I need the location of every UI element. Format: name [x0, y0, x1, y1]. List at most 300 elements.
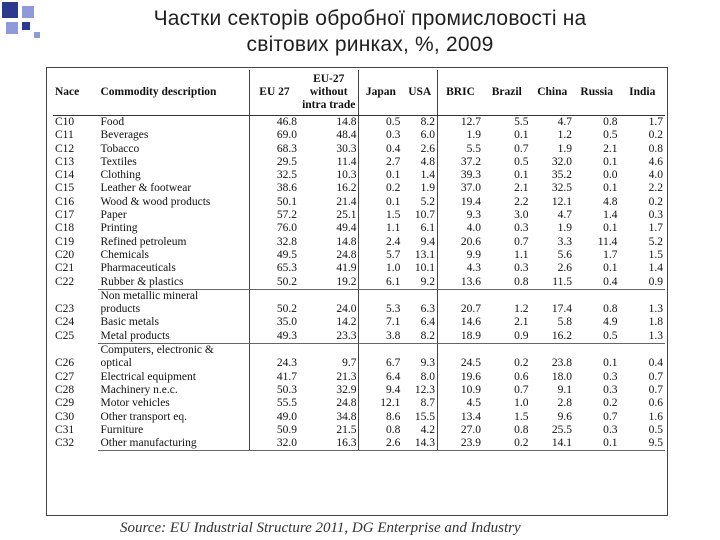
row-value-cell: 8.2 [420, 116, 436, 128]
row-value-cell: 1.1 [359, 222, 402, 235]
row-value-cell: 0.7 [648, 383, 663, 396]
header-commodity-description: Commodity description [98, 70, 249, 116]
row-value-cell: 0.0 [603, 169, 618, 182]
row-value-cell: 4.7 [557, 209, 572, 222]
table-row [53, 371, 665, 384]
row-nace-code: C24 [55, 316, 75, 329]
row-value-cell: 6.1 [420, 222, 436, 235]
row-value-cell: 0.8 [483, 276, 531, 290]
row-value-cell: 21.4 [336, 195, 357, 208]
row-value-cell: 39.3 [438, 169, 483, 182]
row-nace-code: C26 [55, 357, 75, 370]
row-value-cell: 2.1 [514, 182, 529, 195]
row-value-cell: 0.2 [648, 195, 663, 208]
header-eu27-line3: intra trade [302, 99, 356, 111]
table-row [53, 357, 665, 370]
row-nace-code: C12 [55, 142, 75, 155]
row-value-cell: 41.7 [249, 371, 299, 384]
row-value-cell: 2.7 [359, 156, 402, 169]
header-eu27-line1: EU-27 [313, 73, 345, 85]
row-value-cell: 6.4 [420, 316, 436, 329]
row-value-cell: 13.1 [414, 248, 436, 261]
row-value-cell: 24.8 [336, 248, 357, 261]
row-value-cell: 0.1 [359, 169, 402, 182]
header-brazil: Brazil [483, 70, 531, 116]
table-row [53, 411, 665, 424]
row-value-cell: 6.0 [420, 129, 436, 142]
row-value-cell: 5.7 [359, 249, 402, 262]
row-value-cell: 1.7 [603, 248, 618, 261]
header-eu27-without-intra-trade [299, 70, 359, 116]
row-nace-code: C29 [55, 397, 75, 410]
row-value-cell: 24.8 [336, 397, 357, 410]
row-value-cell: 0.7 [514, 142, 529, 155]
header-bric: BRIC [438, 70, 483, 116]
row-value-cell: 4.8 [603, 195, 618, 208]
row-nace-code: C19 [55, 235, 75, 248]
row-value-cell: 1.9 [438, 129, 483, 142]
row-value-cell: 1.5 [648, 248, 663, 261]
row-value-cell: 1.4 [648, 262, 663, 275]
row-value-cell: 37.0 [438, 182, 483, 195]
table-row [53, 116, 665, 130]
row-value-cell: 1.2 [557, 129, 572, 142]
title-line-2: світових ринках, %, 2009 [246, 33, 494, 56]
row-value-cell: 37.2 [438, 156, 483, 169]
row-nace-code: C31 [55, 423, 75, 436]
row-value-cell: 2.6 [557, 262, 572, 275]
row-value-cell: 2.6 [359, 437, 402, 451]
row-value-cell: 19.4 [438, 196, 483, 209]
row-value-cell: 32.0 [551, 155, 572, 168]
row-value-cell: 23.3 [299, 330, 359, 344]
row-value-cell: 1.4 [420, 169, 436, 182]
title-line-1: Частки секторів обробної промисловості на [153, 7, 587, 30]
row-value-cell: 20.6 [438, 236, 483, 249]
row-value-cell: 0.8 [603, 116, 618, 128]
row-value-cell: 49.3 [249, 330, 299, 344]
row-value-cell: 8.6 [359, 411, 402, 424]
row-value-cell: 0.1 [359, 196, 402, 209]
row-value-cell: 14.6 [438, 316, 483, 329]
header-eu27-line2: without [309, 86, 348, 98]
header-china: China [531, 70, 574, 116]
header-eu27: EU 27 [249, 70, 299, 116]
row-value-cell: 69.0 [249, 129, 299, 142]
table-row-label-line [53, 289, 665, 303]
table-row [53, 156, 665, 169]
row-value-cell: 4.9 [603, 316, 618, 329]
row-value-cell: 1.3 [648, 303, 663, 316]
table-row [53, 222, 665, 235]
row-value-cell: 0.1 [603, 222, 618, 235]
market-share-table [53, 70, 665, 451]
row-value-cell: 0.1 [603, 262, 618, 275]
row-value-cell: 16.3 [299, 437, 359, 451]
row-value-cell: 0.6 [514, 370, 529, 383]
row-value-cell: 0.2 [603, 397, 618, 410]
row-value-cell: 4.5 [438, 397, 483, 410]
row-value-cell: 10.7 [414, 209, 436, 222]
row-value-cell: 18.0 [551, 370, 572, 383]
row-value-cell: 19.6 [438, 371, 483, 384]
row-value-cell: 2.2 [648, 182, 663, 195]
row-value-cell: 4.3 [438, 262, 483, 275]
row-description: Printing [100, 222, 138, 235]
row-value-cell: 5.8 [557, 316, 572, 329]
row-value-cell: 0.8 [603, 303, 618, 316]
row-value-cell: 9.6 [557, 410, 572, 423]
row-value-cell: 4.6 [648, 155, 663, 168]
row-value-cell: 9.2 [402, 276, 437, 290]
row-value-cell: 14.3 [402, 437, 437, 451]
row-value-cell: 49.5 [249, 249, 299, 262]
row-value-cell: 12.1 [551, 195, 572, 208]
row-value-cell: 0.7 [603, 410, 618, 423]
row-value-cell: 57.2 [249, 209, 299, 222]
row-value-cell: 32.0 [249, 437, 299, 451]
row-value-cell: 41.9 [336, 262, 357, 275]
row-value-cell: 0.6 [648, 397, 663, 410]
table-row [53, 424, 665, 437]
row-description: Clothing [100, 169, 141, 182]
row-value-cell: 17.4 [551, 303, 572, 316]
source-note: Source: EU Industrial Structure 2011, DG Enterprise and Industry [120, 520, 521, 536]
row-value-cell: 5.3 [359, 303, 402, 316]
row-value-cell: 50.1 [249, 196, 299, 209]
row-value-cell: 10.3 [336, 169, 357, 182]
row-value-cell: 9.3 [438, 209, 483, 222]
row-value-cell: 3.8 [359, 330, 402, 344]
row-value-cell: 35.2 [551, 169, 572, 182]
row-description: Rubber & plastics [98, 276, 249, 290]
table-row [53, 316, 665, 329]
row-value-cell: 14.1 [531, 437, 574, 451]
row-value-cell: 6.1 [359, 276, 402, 290]
row-value-cell: 25.5 [551, 423, 572, 436]
row-value-cell: 0.1 [603, 182, 618, 195]
row-value-cell: 68.3 [249, 143, 299, 156]
row-value-cell: 0.7 [514, 235, 529, 248]
table-row [53, 196, 665, 209]
row-value-cell: 11.4 [597, 235, 618, 248]
row-nace-code: C14 [55, 169, 75, 182]
row-value-cell: 5.6 [557, 248, 572, 261]
row-value-cell: 46.8 [249, 116, 299, 130]
row-value-cell: 2.6 [420, 142, 436, 155]
row-value-cell: 14.8 [336, 235, 357, 248]
row-value-cell: 13.4 [438, 411, 483, 424]
row-value-cell: 0.1 [514, 129, 529, 142]
row-nace-code: C32 [55, 437, 75, 450]
row-value-cell: 0.5 [648, 423, 663, 436]
row-value-cell: 0.7 [514, 383, 529, 396]
row-value-cell: 21.3 [336, 370, 357, 383]
table-row [53, 209, 665, 222]
row-value-cell: 2.4 [359, 236, 402, 249]
row-nace-code: C11 [55, 129, 74, 142]
row-description: Refined petroleum [100, 235, 187, 248]
row-nace-code: C28 [55, 383, 75, 396]
row-value-cell: 0.1 [603, 357, 618, 370]
row-description: Chemicals [100, 248, 150, 261]
row-value-cell: 0.5 [603, 129, 618, 142]
row-value-cell: 0.2 [359, 182, 402, 195]
row-value-cell: 11.4 [336, 155, 357, 168]
row-value-cell: 50.2 [249, 276, 299, 290]
table-row [53, 437, 665, 451]
row-description: Pharmaceuticals [100, 262, 176, 275]
table-row [53, 262, 665, 275]
row-value-cell: 2.1 [603, 142, 618, 155]
row-description-line1: Computers, electronic & [100, 344, 214, 357]
row-value-cell: 0.1 [574, 437, 619, 451]
row-value-cell: 1.6 [648, 410, 663, 423]
row-value-cell: 0.5 [574, 330, 619, 344]
table-row [53, 169, 665, 182]
row-value-cell: 4.7 [557, 116, 572, 128]
row-value-cell: 5.5 [438, 143, 483, 156]
row-value-cell: 24.3 [249, 357, 299, 370]
row-value-cell: 5.2 [648, 235, 663, 248]
row-value-cell: 12.7 [438, 116, 483, 130]
row-value-cell: 2.2 [514, 195, 529, 208]
row-value-cell: 0.1 [603, 155, 618, 168]
row-value-cell: 6.7 [359, 357, 402, 370]
row-value-cell: 0.8 [514, 423, 529, 436]
table-body [53, 116, 665, 451]
header-india: India [619, 70, 665, 116]
row-value-cell: 1.2 [514, 303, 529, 316]
row-value-cell: 32.8 [249, 236, 299, 249]
row-value-cell: 6.3 [420, 303, 436, 316]
row-value-cell: 12.3 [414, 383, 436, 396]
row-value-cell: 35.0 [249, 316, 299, 329]
row-value-cell: 0.5 [359, 116, 402, 130]
row-value-cell: 1.5 [359, 209, 402, 222]
table-row-label-line [53, 344, 665, 358]
row-value-cell: 0.5 [514, 155, 529, 168]
row-value-cell: 19.2 [299, 276, 359, 290]
row-value-cell: 2.1 [514, 316, 529, 329]
row-value-cell: 24.0 [336, 303, 357, 316]
row-value-cell: 0.8 [359, 424, 402, 437]
row-value-cell: 9.4 [420, 235, 436, 248]
row-value-cell: 0.4 [359, 143, 402, 156]
row-value-cell: 0.3 [603, 370, 618, 383]
row-value-cell: 5.2 [420, 195, 436, 208]
row-value-cell: 9.5 [619, 437, 665, 451]
row-value-cell: 8.7 [420, 397, 436, 410]
row-description: Food [100, 116, 125, 128]
row-value-cell: 3.3 [557, 235, 572, 248]
row-description: Textiles [100, 155, 137, 168]
slide-logo [2, 2, 42, 46]
row-value-cell: 1.4 [603, 209, 618, 222]
row-value-cell: 76.0 [249, 222, 299, 235]
row-value-cell: 0.4 [648, 357, 663, 370]
row-value-cell: 13.6 [438, 276, 483, 290]
row-value-cell: 0.3 [648, 209, 663, 222]
row-nace-code: C30 [55, 410, 75, 423]
table-row [53, 236, 665, 249]
row-value-cell: 1.7 [648, 116, 663, 128]
table-row [53, 129, 665, 142]
row-value-cell: 0.3 [514, 222, 529, 235]
table-row [53, 397, 665, 410]
table-header-row [53, 70, 665, 116]
row-value-cell: 0.9 [483, 330, 531, 344]
row-value-cell: 48.4 [336, 129, 357, 142]
row-value-cell: 5.5 [514, 116, 529, 128]
row-value-cell: 23.9 [438, 437, 483, 451]
data-table-frame [46, 67, 668, 516]
row-value-cell: 15.5 [414, 410, 436, 423]
row-nace-code: C25 [55, 330, 75, 342]
header-japan: Japan [359, 70, 402, 116]
row-value-cell: 1.1 [514, 248, 529, 261]
row-description-line2: products [100, 303, 141, 316]
row-nace-code: C16 [55, 195, 75, 208]
row-value-cell: 20.7 [438, 303, 483, 316]
row-value-cell: 3.0 [514, 209, 529, 222]
row-description: Beverages [100, 129, 149, 142]
row-value-cell: 27.0 [438, 424, 483, 437]
row-description: Electrical equipment [100, 370, 196, 383]
row-value-cell: 32.5 [249, 169, 299, 182]
row-value-cell: 0.7 [648, 370, 663, 383]
row-nace-code: C15 [55, 182, 75, 195]
row-nace-code: C13 [55, 155, 75, 168]
row-value-cell: 24.5 [438, 357, 483, 370]
table-row [53, 303, 665, 316]
row-nace-code: C18 [55, 222, 75, 235]
row-description: Machinery n.e.c. [100, 383, 178, 396]
row-value-cell: 9.9 [438, 249, 483, 262]
row-value-cell: 10.1 [414, 262, 436, 275]
row-nace-code: C10 [55, 116, 75, 128]
row-description: Leather & footwear [100, 182, 192, 195]
row-value-cell: 2.8 [557, 397, 572, 410]
row-value-cell: 0.3 [603, 383, 618, 396]
row-value-cell: 4.0 [438, 222, 483, 235]
row-nace-code: C20 [55, 248, 75, 261]
row-value-cell: 0.9 [619, 276, 665, 290]
row-value-cell: 1.0 [359, 262, 402, 275]
row-value-cell: 29.5 [249, 156, 299, 169]
row-description: Paper [100, 209, 127, 222]
row-value-cell: 23.8 [551, 357, 572, 370]
row-value-cell: 34.8 [336, 410, 357, 423]
row-value-cell: 4.0 [648, 169, 663, 182]
row-value-cell: 49.0 [249, 411, 299, 424]
row-value-cell: 55.5 [249, 397, 299, 410]
row-description: Basic metals [100, 316, 159, 329]
row-value-cell: 9.7 [342, 357, 357, 370]
row-description-line1: Non metallic mineral [100, 289, 199, 302]
row-value-cell: 50.9 [249, 424, 299, 437]
row-value-cell: 1.7 [648, 222, 663, 235]
row-description: Other manufacturing [98, 437, 249, 451]
row-value-cell: 11.5 [531, 276, 574, 290]
table-row [53, 249, 665, 262]
row-nace-code: C27 [55, 370, 75, 383]
row-value-cell: 8.2 [402, 330, 437, 344]
row-value-cell: 65.3 [249, 262, 299, 275]
row-value-cell: 0.3 [359, 129, 402, 142]
row-value-cell: 21.5 [336, 423, 357, 436]
row-value-cell: 1.8 [648, 316, 663, 329]
row-value-cell: 16.2 [531, 330, 574, 344]
row-value-cell: 9.3 [420, 357, 436, 370]
row-value-cell: 18.9 [438, 330, 483, 344]
header-nace: Nace [53, 70, 98, 116]
row-value-cell: 1.0 [514, 397, 529, 410]
header-russia: Russia [574, 70, 619, 116]
row-value-cell: 14.8 [336, 116, 357, 128]
row-value-cell: 30.3 [336, 142, 357, 155]
row-value-cell: 6.4 [359, 371, 402, 384]
row-description: Motor vehicles [100, 397, 170, 410]
row-value-cell: 25.1 [336, 209, 357, 222]
row-value-cell: 7.1 [359, 316, 402, 329]
row-nace-code: C17 [55, 209, 75, 222]
row-value-cell: 1.5 [514, 410, 529, 423]
row-value-cell: 32.9 [336, 383, 357, 396]
row-value-cell: 4.8 [420, 155, 436, 168]
table-row [53, 384, 665, 397]
row-description-line2: optical [100, 357, 132, 370]
row-value-cell: 0.3 [603, 423, 618, 436]
table-row [53, 330, 665, 344]
row-value-cell: 12.1 [359, 397, 402, 410]
row-value-cell: 1.9 [420, 182, 436, 195]
row-description: Metal products [98, 330, 249, 344]
row-value-cell: 4.2 [420, 423, 436, 436]
row-value-cell: 9.4 [359, 384, 402, 397]
row-value-cell: 8.0 [420, 370, 436, 383]
row-value-cell: 0.2 [483, 437, 531, 451]
row-value-cell: 50.3 [249, 384, 299, 397]
row-value-cell: 1.9 [557, 222, 572, 235]
row-nace-code: C21 [55, 262, 75, 275]
row-value-cell: 9.1 [557, 383, 572, 396]
row-value-cell: 49.4 [336, 222, 357, 235]
table-row [53, 276, 665, 290]
row-value-cell: 0.4 [574, 276, 619, 290]
row-value-cell: 14.2 [336, 316, 357, 329]
row-value-cell: 1.9 [557, 142, 572, 155]
slide-title [50, 6, 690, 58]
row-value-cell: 32.5 [551, 182, 572, 195]
row-description: Tobacco [100, 142, 140, 155]
row-value-cell: 0.8 [648, 142, 663, 155]
row-value-cell: 38.6 [249, 182, 299, 195]
row-value-cell: 1.3 [619, 330, 665, 344]
row-nace-code: C23 [55, 303, 75, 316]
table-row [53, 182, 665, 195]
row-value-cell: 0.1 [514, 169, 529, 182]
row-value-cell: 0.2 [648, 129, 663, 142]
row-description: Furniture [100, 423, 144, 436]
row-description: Wood & wood products [100, 195, 211, 208]
row-value-cell: 0.3 [514, 262, 529, 275]
row-value-cell: 16.2 [336, 182, 357, 195]
row-value-cell: 50.2 [249, 303, 299, 316]
table-row [53, 143, 665, 156]
header-usa: USA [402, 70, 437, 116]
row-value-cell: 0.2 [514, 357, 529, 370]
